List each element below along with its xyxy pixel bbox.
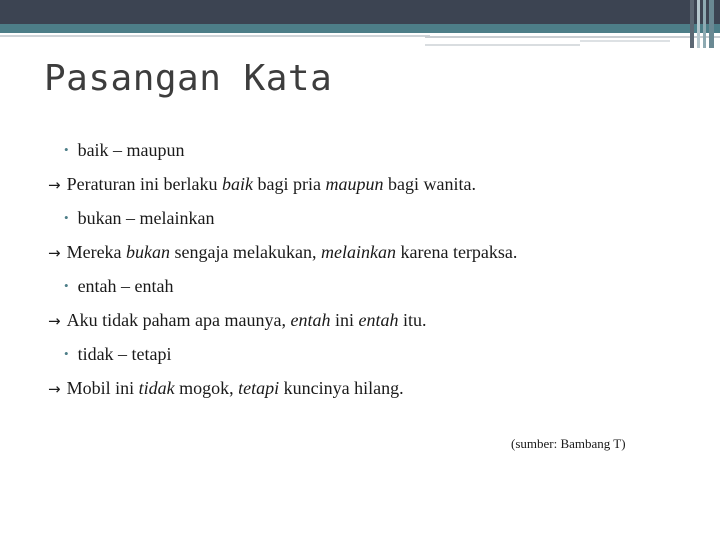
bullet-dot: • bbox=[64, 142, 69, 157]
sentence-text: kuncinya hilang. bbox=[279, 378, 404, 398]
arrow-right-icon: → bbox=[48, 312, 61, 330]
example-sentence bbox=[48, 174, 476, 195]
example-sentence bbox=[48, 310, 427, 331]
word-pair: entah – entah bbox=[77, 276, 174, 296]
sentence-text: itu. bbox=[398, 310, 427, 330]
sentence-text: Mereka bbox=[66, 242, 127, 262]
emphasized-word: melainkan bbox=[321, 242, 396, 262]
example-sentence bbox=[48, 242, 517, 263]
sentence-text: bagi pria bbox=[253, 174, 326, 194]
bullet-dot: • bbox=[64, 210, 69, 225]
sentence-text: Mobil ini bbox=[66, 378, 139, 398]
arrow-right-icon: → bbox=[48, 244, 61, 262]
header-rule bbox=[425, 44, 580, 46]
bullet-item bbox=[64, 344, 172, 365]
emphasized-word: maupun bbox=[325, 174, 384, 194]
emphasized-word: bukan bbox=[126, 242, 171, 262]
word-pair: tidak – tetapi bbox=[77, 344, 172, 364]
bullet-item bbox=[64, 140, 185, 161]
emphasized-word: entah bbox=[290, 310, 331, 330]
sentence-text: Peraturan ini berlaku bbox=[66, 174, 223, 194]
word-pair: bukan – melainkan bbox=[77, 208, 215, 228]
bullet-dot: • bbox=[64, 278, 69, 293]
emphasized-word: entah bbox=[358, 310, 399, 330]
bullet-item bbox=[64, 208, 215, 229]
word-pair: baik – maupun bbox=[77, 140, 185, 160]
header-stripe bbox=[690, 0, 694, 48]
bullet-item bbox=[64, 276, 174, 297]
source-note: (sumber: Bambang T) bbox=[511, 436, 626, 451]
sentence-text: ini bbox=[330, 310, 359, 330]
sentence-text: karena terpaksa. bbox=[395, 242, 518, 262]
sentence-text: Aku tidak paham apa maunya, bbox=[66, 310, 291, 330]
header-band-dark bbox=[0, 0, 720, 24]
sentence-text: mogok, bbox=[174, 378, 239, 398]
header-band-teal bbox=[0, 24, 720, 33]
header-rule bbox=[425, 36, 720, 38]
header-stripe bbox=[697, 0, 700, 48]
emphasized-word: tidak bbox=[138, 378, 175, 398]
arrow-right-icon: → bbox=[48, 380, 61, 398]
header-stripe bbox=[709, 0, 714, 48]
bullet-dot: • bbox=[64, 346, 69, 361]
arrow-right-icon: → bbox=[48, 176, 61, 194]
header-rule bbox=[0, 35, 430, 37]
header-stripe bbox=[703, 0, 706, 48]
sentence-text: bagi wanita. bbox=[383, 174, 476, 194]
emphasized-word: baik bbox=[222, 174, 254, 194]
example-sentence bbox=[48, 378, 404, 399]
sentence-text: sengaja melakukan, bbox=[170, 242, 321, 262]
header-rule bbox=[580, 40, 670, 42]
emphasized-word: tetapi bbox=[238, 378, 280, 398]
slide-title: Pasangan Kata bbox=[44, 58, 333, 99]
